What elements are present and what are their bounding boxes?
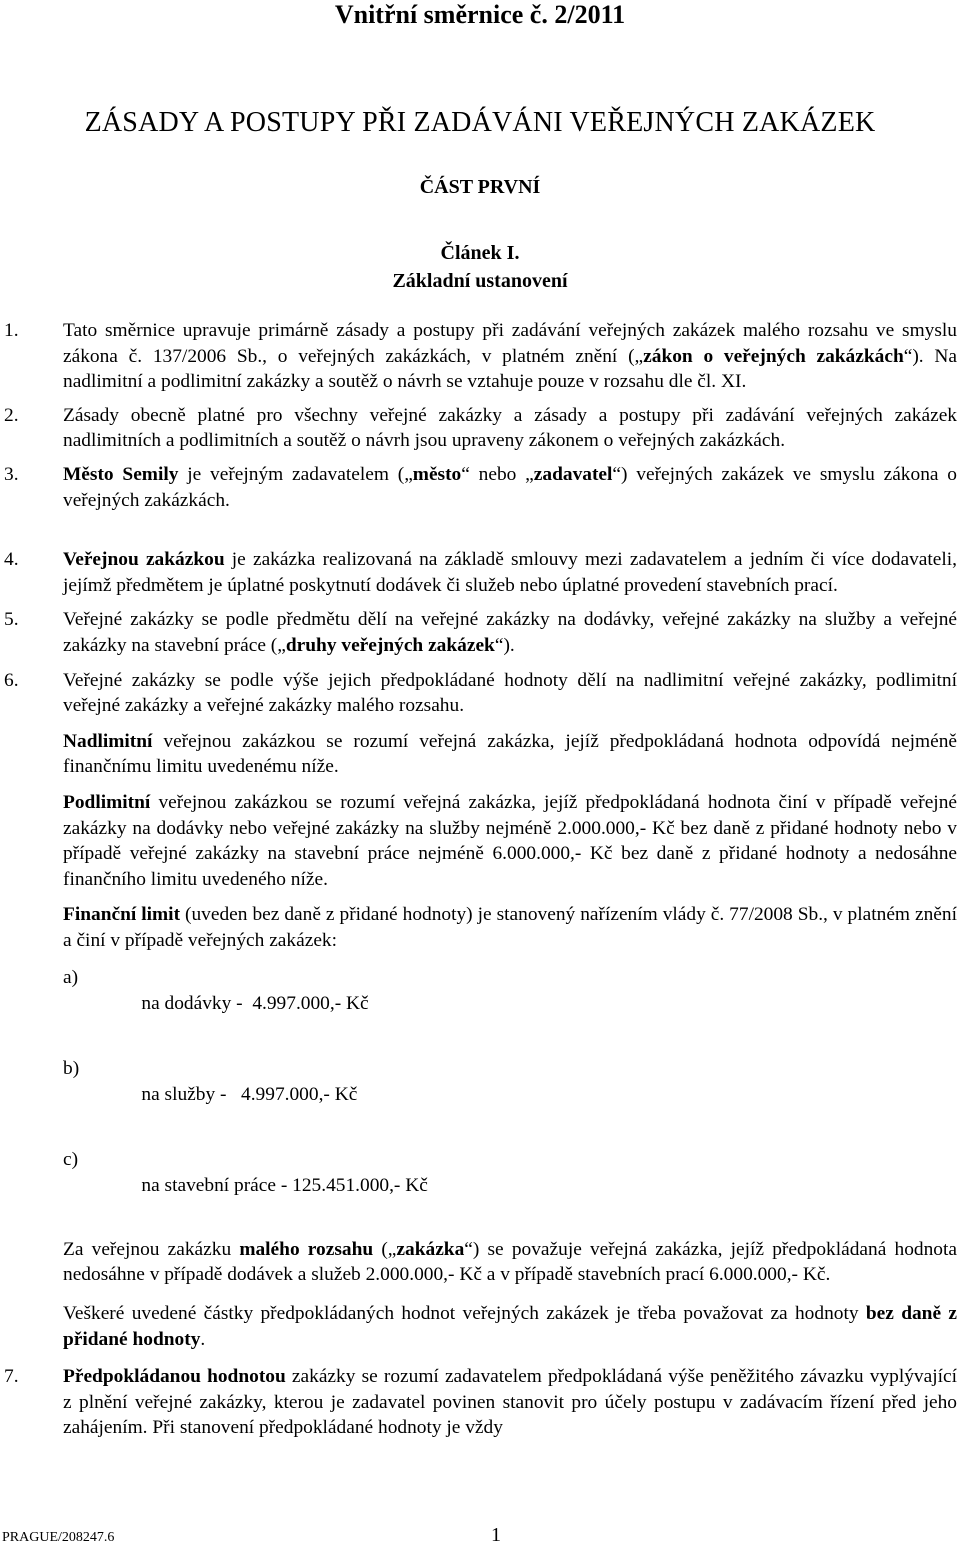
- defined-term: zakázka: [396, 1238, 465, 1260]
- defined-term: zadavatel: [533, 463, 613, 485]
- document-body: [0, 318, 960, 1441]
- item-number: 7.: [4, 1366, 19, 1388]
- paragraph: Finanční limit (uveden bez daně z přidané hodnoty) je stanovený nařízením vlády č. 77/2008 Sb., v platném znění a činí v případě veřejných zakázek:: [63, 904, 957, 951]
- list-item: 2. Zásady obecně platné pro všechny veřejné zakázky a zásady a postupy při zadávání veřejných zakázek nadlimitních a podlimitních a soutěž o návrh jsou upraveny zákonem o veřejných zakázkách.: [4, 404, 957, 452]
- item-number: 6.: [4, 669, 19, 691]
- list-item: 6. Veřejné zakázky se podle výše jejich předpokládané hodnoty dělí na nadlimitní veřejné zakázky, podlimitní veřejné zakázky a veřejné zakázky malého rozsahu.: [4, 669, 957, 717]
- limit-label: c): [63, 1149, 79, 1171]
- defined-term: zákon o veřejných zakázkách: [643, 345, 904, 367]
- paragraph: Veškeré uvedené částky předpokládaných hodnot veřejných zakázek je třeba považovat za hodnoty bez daně z přidané hodnoty.: [63, 1303, 957, 1350]
- page-number: 1: [491, 1524, 501, 1546]
- paragraph: Nadlimitní veřejnou zakázkou se rozumí veřejná zakázka, jejíž předpokládaná hodnota odpovídá nejméně finančnímu limitu uvedenému níže.: [63, 730, 957, 778]
- defined-term: Finanční limit: [63, 904, 181, 926]
- document-subtitle: ZÁSADY A POSTUPY PŘI ZADÁVÁNI VEŘEJNÝCH ZAKÁZEK: [84, 107, 876, 138]
- defined-term: druhy veřejných zakázek: [285, 634, 495, 656]
- item-number: 2.: [4, 404, 19, 426]
- item-number: 5.: [4, 609, 19, 631]
- limit-item: a) na dodávky - 4.997.000,- Kč: [63, 967, 369, 1015]
- article-heading: Článek I.: [440, 242, 520, 264]
- defined-term: Město Semily: [63, 463, 179, 485]
- item-number: 3.: [4, 463, 19, 485]
- defined-term: Předpokládanou hodnotou: [63, 1366, 286, 1388]
- defined-term: bez daně z přidané hodnoty: [63, 1303, 957, 1350]
- defined-term: město: [412, 463, 462, 485]
- paragraph: Podlimitní veřejnou zakázkou se rozumí veřejná zakázka, jejíž předpokládaná hodnota činí v případě veřejné zakázky na dodávky nebo veřejné zakázky na služby nejméně 2.000.000,- Kč bez daně z přidané hodnoty nebo v případě veřejné zakázky na stavební práce nejméně 6.000.000,- Kč bez daně z přidané hodnoty a nedosáhne finančního limitu uvedeného níže.: [63, 791, 957, 890]
- document-title: Vnitřní směrnice č. 2/2011: [334, 0, 626, 29]
- item-number: 1.: [4, 320, 19, 341]
- defined-term: Nadlimitní: [63, 730, 153, 752]
- defined-term: Podlimitní: [63, 791, 151, 813]
- limit-label: a): [63, 967, 79, 989]
- list-item: 7. Předpokládanou hodnotou zakázky se rozumí zadavatelem předpokládaná výše peněžitého závazku vyplývající z plnění veřejné zakázky, kterou je zadavatel povinen stanovit pro účely postupu v zadávacím řízení před jeho zahájením. Při stanovení předpokládané hodnoty je vždy: [4, 1366, 957, 1439]
- list-item: 1. Tato směrnice upravuje primárně zásady a postupy při zadávání veřejných zakázek malého rozsahu ve smyslu zákona č. 137/2006 Sb., o veřejných zakázkách, v platném znění („zákon o veřejných zakázkách“). Na nadlimitní a podlimitní zakázky a soutěž o návrh se vztahuje pouze v rozsahu dle čl. XI.: [4, 320, 957, 393]
- list-item: 4. Veřejnou zakázkou je zakázka realizovaná na základě smlouvy mezi zadavatelem a jedním či více dodavateli, jejímž předmětem je úplatné poskytnutí dodávek či služeb nebo úplatné provedení stavebních prací.: [4, 549, 957, 596]
- limit-item: c) na stavební práce - 125.451.000,- Kč: [63, 1149, 428, 1196]
- part-heading: ČÁST PRVNÍ: [419, 176, 541, 198]
- defined-term: Veřejnou zakázkou: [63, 549, 225, 571]
- item-number: 4.: [4, 549, 19, 571]
- defined-term: malého rozsahu: [239, 1238, 374, 1260]
- list-item: 3. Město Semily je veřejným zadavatelem („město“ nebo „zadavatel“) veřejných zakázek ve smyslu zákona o veřejných zakázkách.: [4, 463, 957, 511]
- article-title: Základní ustanovení: [392, 270, 568, 292]
- limit-item: b) na služby - 4.997.000,- Kč: [63, 1058, 358, 1105]
- list-item: 5. Veřejné zakázky se podle předmětu dělí na veřejné zakázky na dodávky, veřejné zakázky na služby a veřejné zakázky na stavební práce („druhy veřejných zakázek“).: [4, 609, 957, 656]
- document-reference: PRAGUE/208247.6: [2, 1530, 115, 1545]
- limit-label: b): [63, 1058, 80, 1080]
- paragraph: Za veřejnou zakázku malého rozsahu („zakázka“) se považuje veřejná zakázka, jejíž předpokládaná hodnota nedosáhne v případě dodávek a služeb 2.000.000,- Kč a v případě stavebních prací 6.000.000,- Kč.: [63, 1238, 957, 1286]
